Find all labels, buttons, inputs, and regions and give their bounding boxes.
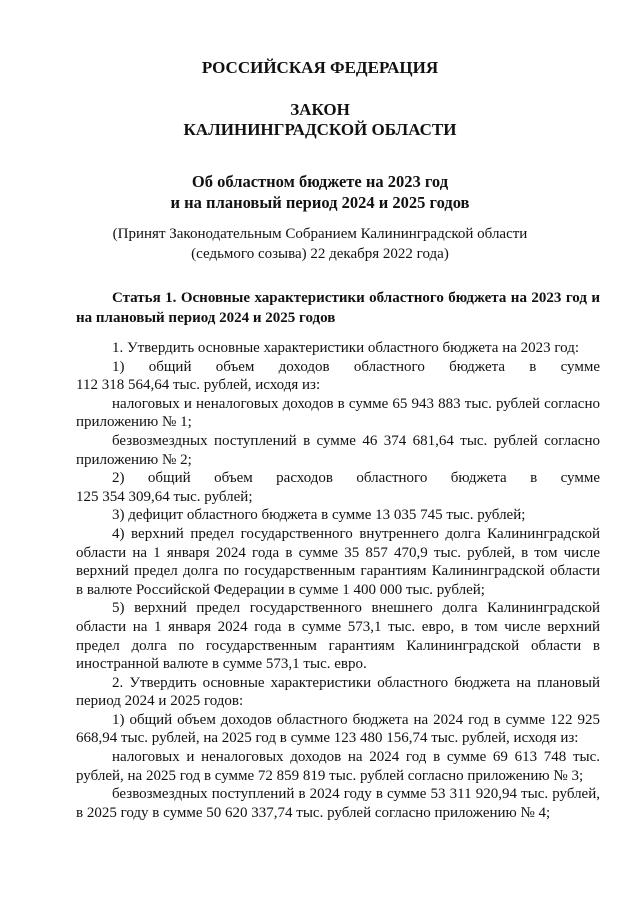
paragraph: 125 354 309,64 тыс. рублей; xyxy=(76,488,253,505)
paragraph: 4) верхний предел государственного внутреннего долга Калининградской области на 1 января 2024 года в сумме 35 857 470,9 тыс. рублей, в том числе верхний предел долга по государственным гарантиям Калининградской области в валюте Российской Федерации в сумме 1 400 000 тыс. рублей; xyxy=(76,525,600,598)
paragraph: налоговых и неналоговых доходов в сумме 65 943 883 тыс. рублей согласно приложению № 1; xyxy=(76,395,600,431)
paragraph: безвозмездных поступлений в 2024 году в сумме 53 311 920,94 тыс. рублей, в 2025 году в сумме 50 620 337,74 тыс. рублей согласно приложению № 4; xyxy=(76,786,600,821)
paragraph: 1. Утвердить основные характеристики областного бюджета на 2023 год: xyxy=(112,340,580,356)
law-title-line1: Об областном бюджете на 2023 год xyxy=(191,172,449,191)
adoption-note-line2: (седьмого созыва) 22 декабря 2022 года) xyxy=(191,246,449,262)
paragraph: 1) общий объем доходов областного бюджета на 2024 год в сумме 122 925 668,94 тыс. рублей, на 2025 год в сумме 123 480 156,74 тыс. рублей, исходя из: xyxy=(76,711,600,747)
paragraph: 5) верхний предел государственного внешнего долга Калининградской области на 1 января 2024 года в сумме 573,1 тыс. евро, в том числе верхний предел долга по государственным гарантиям Калининградской области в иностранной валюте в сумме 573,1 тыс. евро. xyxy=(76,600,600,673)
country-heading: РОССИЙСКАЯ ФЕДЕРАЦИЯ xyxy=(201,58,439,77)
law-heading: ЗАКОН xyxy=(290,100,350,119)
paragraph: безвозмездных поступлений в сумме 46 374 681,64 тыс. рублей согласно приложению № 2; xyxy=(76,432,600,468)
paragraph: 112 318 564,64 тыс. рублей, исходя из: xyxy=(76,377,321,394)
article-heading: Статья 1. Основные характеристики областного бюджета на 2023 год и на плановый период 2024 и 2025 годов xyxy=(76,290,600,326)
paragraph: 1) общий объем доходов областного бюджета в сумме xyxy=(112,358,600,375)
paragraph: 2. Утвердить основные характеристики областного бюджета на плановый период 2024 и 2025 годов: xyxy=(76,674,600,710)
region-heading: КАЛИНИНГРАДСКОЙ ОБЛАСТИ xyxy=(183,120,457,139)
paragraph: налоговых и неналоговых доходов на 2024 год в сумме 69 613 748 тыс. рублей, на 2025 год в сумме 72 859 819 тыс. рублей согласно приложению № 3; xyxy=(76,749,600,784)
law-title-line2: и на плановый период 2024 и 2025 годов xyxy=(170,193,470,212)
article-body xyxy=(76,339,600,822)
paragraph: 2) общий объем расходов областного бюджета в сумме xyxy=(112,470,600,487)
adoption-note-line1: (Принят Законодательным Собранием Калининградской области xyxy=(112,226,528,242)
paragraph: 3) дефицит областного бюджета в сумме 13 035 745 тыс. рублей; xyxy=(112,507,526,524)
